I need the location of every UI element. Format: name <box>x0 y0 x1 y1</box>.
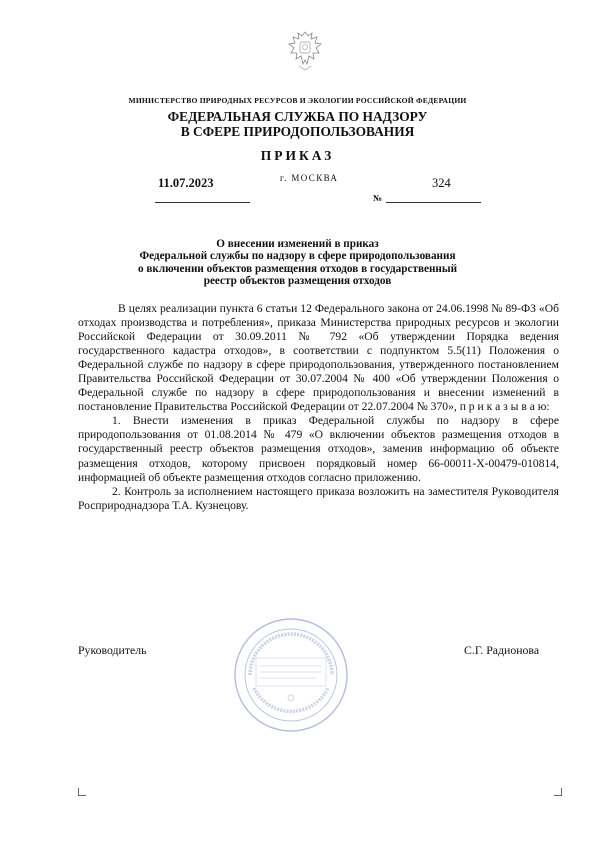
item-1-paragraph: 1. Внести изменения в приказ Федеральной службы по надзору в сфере природопользования от 01.08.2014 № 479 «О включении объектов размещения отходов в государственный реестр объектов размещения отходов», заменив информацию об объекте размещения отходов, которому присвоен порядковый номер 66-00011-Х-00479-010814, информацией об объекте размещения отходов согласно приложению. <box>78 414 559 484</box>
document-city: г. МОСКВА <box>280 173 339 183</box>
agency-name-line1: ФЕДЕРАЛЬНАЯ СЛУЖБА ПО НАДЗОРУ <box>167 109 428 124</box>
document-title <box>0 238 595 288</box>
item-2-paragraph: 2. Контроль за исполнением настоящего приказа возложить на заместителя Руководителя Росприроднадзора Т.А. Кузнецову. <box>78 484 559 512</box>
agency-name <box>0 109 595 139</box>
number-underline <box>386 202 481 203</box>
title-line1: О внесении изменений в приказ <box>216 238 379 250</box>
corner-mark-right <box>554 788 562 796</box>
title-line3: о включении объектов размещения отходов в государственный <box>137 262 458 275</box>
coat-of-arms-icon <box>285 28 325 72</box>
title-line2: Федеральной службы по надзору в сфере природопользования <box>139 250 456 263</box>
corner-mark-left <box>78 788 86 796</box>
signatory-role: Руководитель <box>78 643 147 657</box>
signatory-name: С.Г. Радионова <box>464 643 540 657</box>
official-seal-icon <box>232 616 350 734</box>
ministry-name: МИНИСТЕРСТВО ПРИРОДНЫХ РЕСУРСОВ И ЭКОЛОГИИ РОССИЙСКОЙ ФЕДЕРАЦИИ <box>128 96 467 105</box>
title-line4: реестр объектов размещения отходов <box>203 275 392 288</box>
preamble-text: В целях реализации пункта 6 статьи 12 Федерального закона от 24.06.1998 № 89-ФЗ «Об отходах производства и потребления», приказа Министерства природных ресурсов и экологии Российской Федерации от 30.09.2011 № 792 «Об утверждении Порядка ведения государственного кадастра отходов», в соответствии с подпунктом 5.5(11) Положения о Федеральной службе по надзору в сфере природопользования, утвержденного постановлением Правительства Российской Федерации от 30.07.2004 № 400 «Об утверждении Положения о Федеральной службе по надзору в сфере природопользования и внесении изменений в постановление Правительства Российской Федерации от 22.07.2004 № 370», <box>78 302 559 414</box>
order-word: п р и к а з ы в а ю: <box>459 400 550 414</box>
document-body <box>78 302 559 513</box>
agency-name-line2: В СФЕРЕ ПРИРОДОПОЛЬЗОВАНИЯ <box>180 124 415 139</box>
number-sign: № <box>373 193 383 203</box>
date-underline <box>155 202 250 203</box>
document-number: 324 <box>432 176 451 190</box>
preamble-paragraph <box>78 302 559 414</box>
document-date: 11.07.2023 <box>158 176 214 190</box>
document-type: ПРИКАЗ <box>260 148 335 163</box>
